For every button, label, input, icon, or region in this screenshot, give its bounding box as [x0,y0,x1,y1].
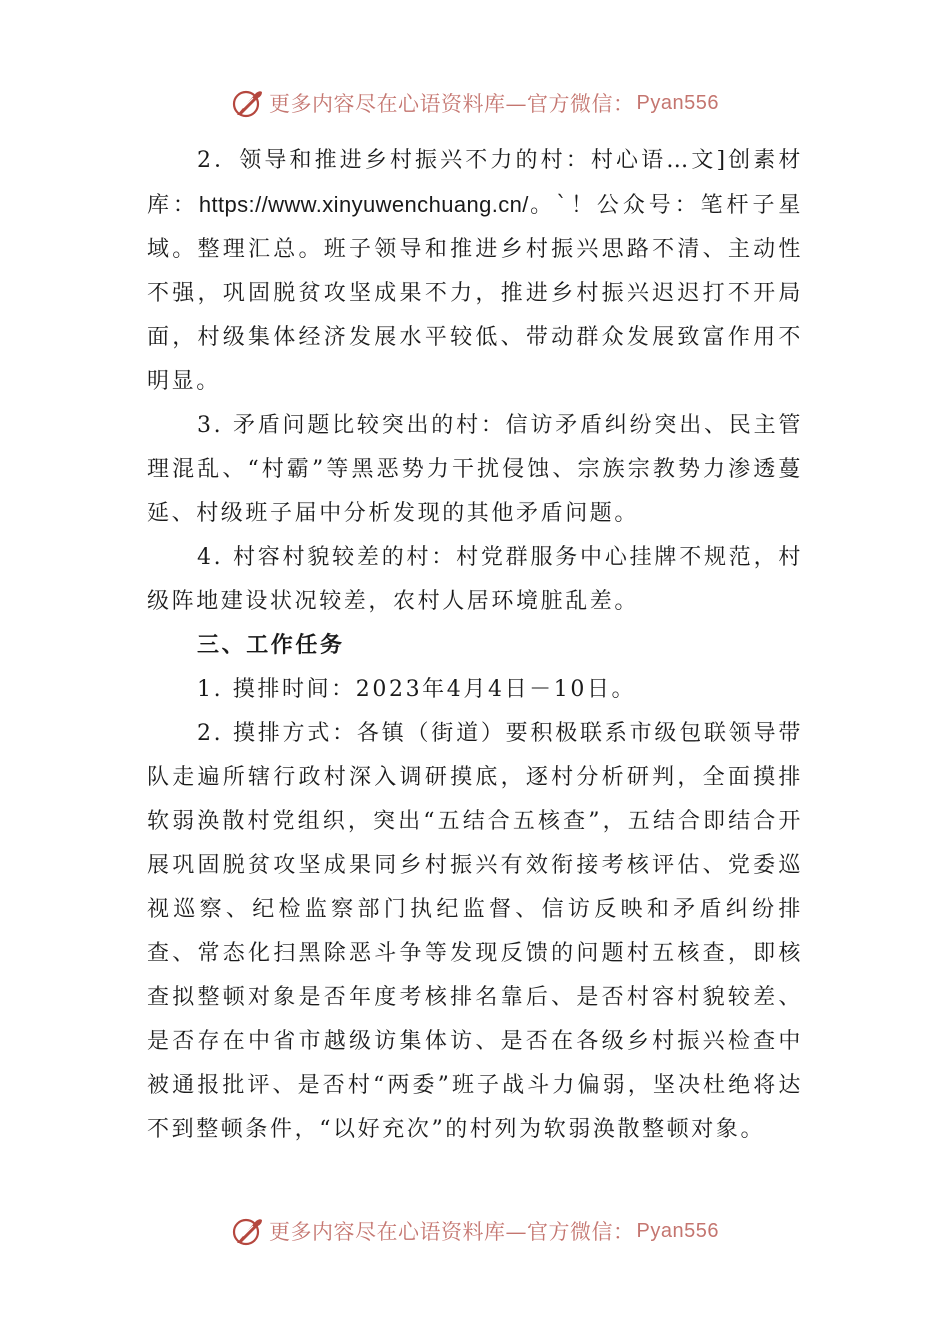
paragraph-item-2-body: 。`！公众号：笔杆子星域。整理汇总。班子领导和推进乡村振兴思路不清、主动性不强，巩固脱贫攻坚成果不力，推进乡村振兴迟迟打不开局面，村级集体经济发展水平较低、带动群众发展致富作用不明显。 [147,193,803,394]
watermark-code: Pyan556 [636,91,719,114]
watermark-text: 更多内容尽在心语资料库—官方微信： [269,92,635,116]
paragraph-task-1: 1. 摸排时间：2023年4月4日－10日。 [197,677,637,702]
quill-pen-circle-icon [231,86,265,120]
paragraph-item-2 [147,139,803,404]
document-body [147,139,803,1152]
watermark-footer [0,1211,950,1251]
quill-pen-circle-icon [231,1214,265,1248]
section-heading: 三、工作任务 [197,633,345,658]
watermark-text: 更多内容尽在心语资料库—官方微信： [269,1220,635,1244]
paragraph-item-2-lead: 2．领导和推进乡村振兴不力的村：村心语…文]创素材库： [147,148,803,218]
source-url: https://www.xinyuwenchuang.cn/ [198,192,529,217]
paragraph-item-4: 4. 村容村貌较差的村：村党群服务中心挂牌不规范，村级阵地建设状况较差，农村人居环境脏乱差。 [147,545,803,614]
paragraph-task-2: 2. 摸排方式：各镇（街道）要积极联系市级包联领导带队走遍所辖行政村深入调研摸底，逐村分析研判，全面摸排软弱涣散村党组织，突出“五结合五核查”，五结合即结合开展巩固脱贫攻坚成果同乡村振兴有效衔接考核评估、党委巡视巡察、纪检监察部门执纪监督、信访反映和矛盾纠纷排查、常态化扫黑除恶斗争等发现反馈的问题村五核查，即核查拟整顿对象是否年度考核排名靠后、是否村容村貌较差、是否存在中省市越级访集体访、是否在各级乡村振兴检查中被通报批评、是否村“两委”班子战斗力偏弱，坚决杜绝将达不到整顿条件，“以好充次”的村列为软弱涣散整顿对象。 [147,721,803,1142]
watermark-code: Pyan556 [636,1219,719,1242]
watermark-header [0,83,950,123]
paragraph-item-3: 3. 矛盾问题比较突出的村：信访矛盾纠纷突出、民主管理混乱、“村霸”等黑恶势力干扰侵蚀、宗族宗教势力渗透蔓延、村级班子届中分析发现的其他矛盾问题。 [147,413,803,526]
